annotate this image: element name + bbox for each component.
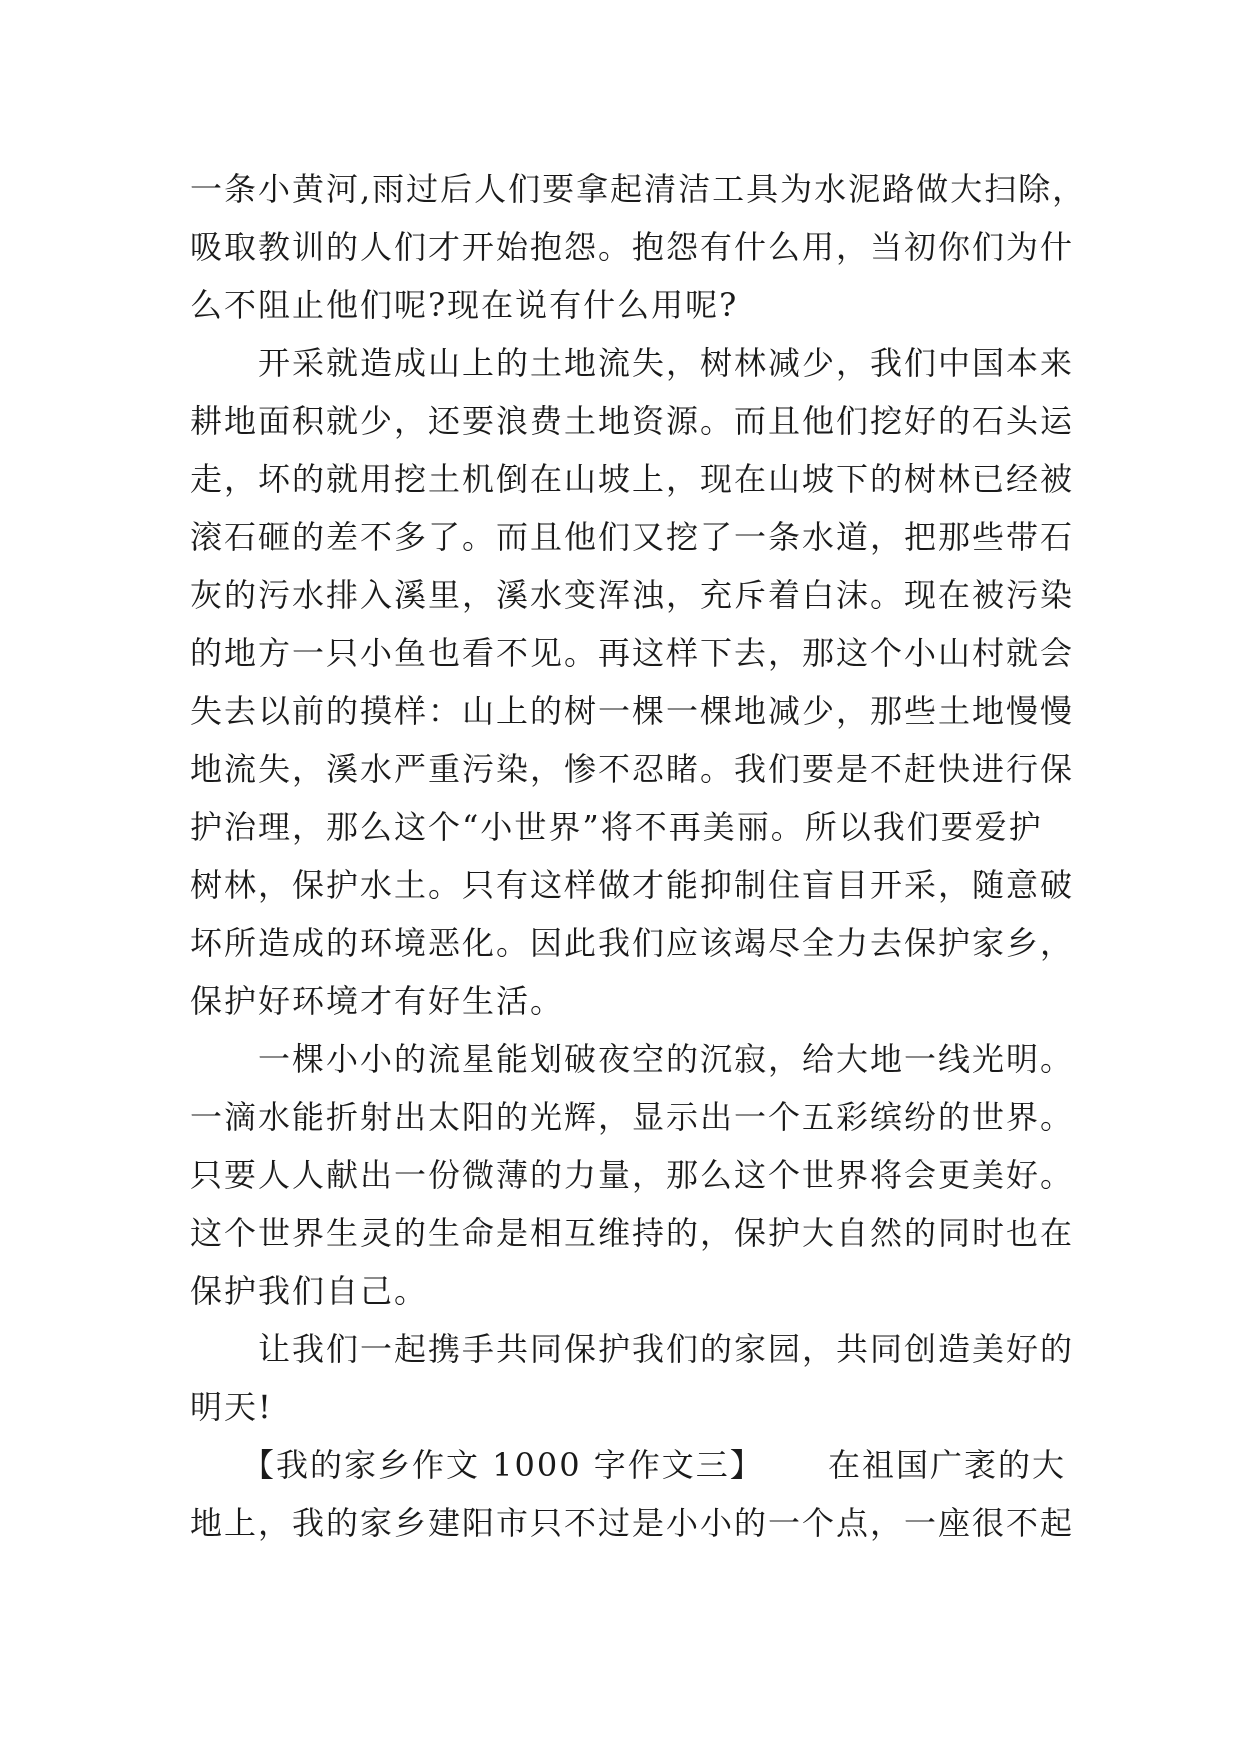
text-line: 一棵小小的流星能划破夜空的沉寂，给大地一线光明。	[190, 1040, 1075, 1078]
text-line: 滚石砸的差不多了。而且他们又挖了一条水道，把那些带石	[190, 518, 1075, 556]
essay-text	[190, 160, 1090, 1552]
text-line: 保护我们自己。	[190, 1272, 429, 1310]
text-line: 树林，保护水土。只有这样做才能抑制住盲目开采，随意破	[190, 866, 1075, 904]
text-line: 保护好环境才有好生活。	[190, 982, 565, 1020]
text-line: 失去以前的摸样：山上的树一棵一棵地减少，那些土地慢慢	[190, 692, 1075, 730]
text-line: 一条小黄河,雨过后人们要拿起清洁工具为水泥路做大扫除，	[190, 170, 1087, 208]
text-line: 走，坏的就用挖土机倒在山坡上，现在山坡下的树林已经被	[190, 460, 1075, 498]
text-line: 坏所造成的环境恶化。因此我们应该竭尽全力去保护家乡，	[190, 924, 1075, 962]
text-line: 让我们一起携手共同保护我们的家园，共同创造美好的	[190, 1330, 1075, 1368]
text-line: 【我的家乡作文 1000 字作文三】 在祖国广袤的大	[190, 1446, 1066, 1484]
text-line: 明天!	[190, 1388, 273, 1426]
text-line: 这个世界生灵的生命是相互维持的，保护大自然的同时也在	[190, 1214, 1075, 1252]
text-line: 开采就造成山上的土地流失，树林减少，我们中国本来	[190, 344, 1075, 382]
text-line: 一滴水能折射出太阳的光辉，显示出一个五彩缤纷的世界。	[190, 1098, 1075, 1136]
text-line: 只要人人献出一份微薄的力量，那么这个世界将会更美好。	[190, 1156, 1075, 1194]
text-line: 地上，我的家乡建阳市只不过是小小的一个点，一座很不起	[190, 1504, 1075, 1542]
text-line: 么不阻止他们呢?现在说有什么用呢?	[190, 286, 739, 324]
text-line: 地流失，溪水严重污染，惨不忍睹。我们要是不赶快进行保	[190, 750, 1075, 788]
text-line: 耕地面积就少，还要浪费土地资源。而且他们挖好的石头运	[190, 402, 1075, 440]
text-line: 灰的污水排入溪里，溪水变浑浊，充斥着白沫。现在被污染	[190, 576, 1075, 614]
text-line: 护治理，那么这个“小世界”将不再美丽。所以我们要爱护	[190, 808, 1043, 846]
text-line: 的地方一只小鱼也看不见。再这样下去，那这个小山村就会	[190, 634, 1075, 672]
text-line: 吸取教训的人们才开始抱怨。抱怨有什么用，当初你们为什	[190, 228, 1075, 266]
